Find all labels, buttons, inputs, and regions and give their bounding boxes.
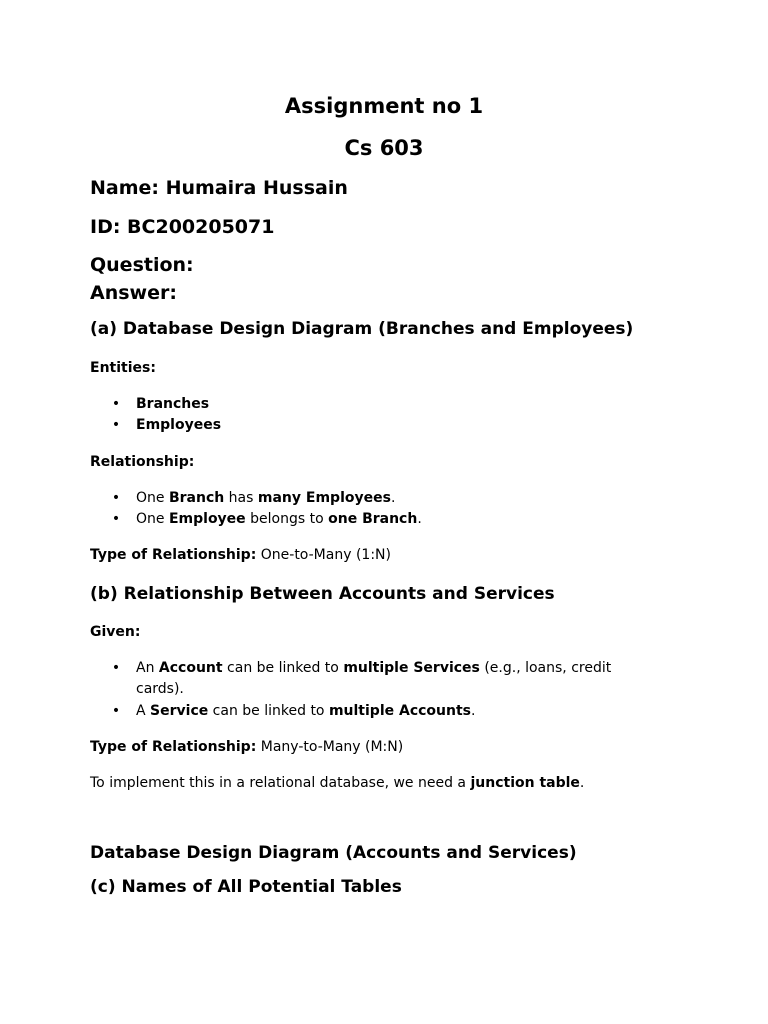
given-label: Given:: [90, 624, 141, 640]
bullet-icon: •: [111, 660, 121, 676]
bullet-icon: •: [111, 703, 121, 719]
assignment-title: Assignment no 1: [284, 94, 484, 118]
student-id: ID: BC200205071: [90, 216, 275, 238]
given-text: An Account can be linked to multiple Services (e.g., loans, credit cards).: [136, 660, 612, 697]
section-a-heading: (a) Database Design Diagram (Branches and Employees): [90, 319, 634, 339]
bullet-icon: •: [111, 490, 121, 506]
relationship-text: One Employee belongs to one Branch.: [136, 511, 422, 527]
implementation-note: To implement this in a relational database, we need a junction table.: [90, 775, 585, 791]
entity-branches: Branches: [136, 396, 210, 412]
bullet-icon: •: [111, 417, 121, 433]
entity-employees: Employees: [136, 417, 222, 433]
question-label: Question:: [90, 254, 194, 276]
relationship-type-a: Type of Relationship: One-to-Many (1:N): [90, 547, 391, 563]
answer-label: Answer:: [90, 282, 177, 304]
diagram-heading: Database Design Diagram (Accounts and Services): [90, 843, 577, 863]
relationship-type-b: Type of Relationship: Many-to-Many (M:N): [90, 739, 404, 755]
section-b-heading: (b) Relationship Between Accounts and Services: [90, 584, 555, 604]
bullet-icon: •: [111, 396, 121, 412]
course-code: Cs 603: [344, 136, 424, 160]
given-text: A Service can be linked to multiple Accounts.: [136, 703, 476, 719]
relationship-text: One Branch has many Employees.: [136, 490, 396, 506]
entities-label: Entities:: [90, 360, 156, 376]
relationship-label: Relationship:: [90, 454, 195, 470]
student-name: Name: Humaira Hussain: [90, 177, 348, 199]
section-c-heading: (c) Names of All Potential Tables: [90, 877, 402, 897]
bullet-icon: •: [111, 511, 121, 527]
